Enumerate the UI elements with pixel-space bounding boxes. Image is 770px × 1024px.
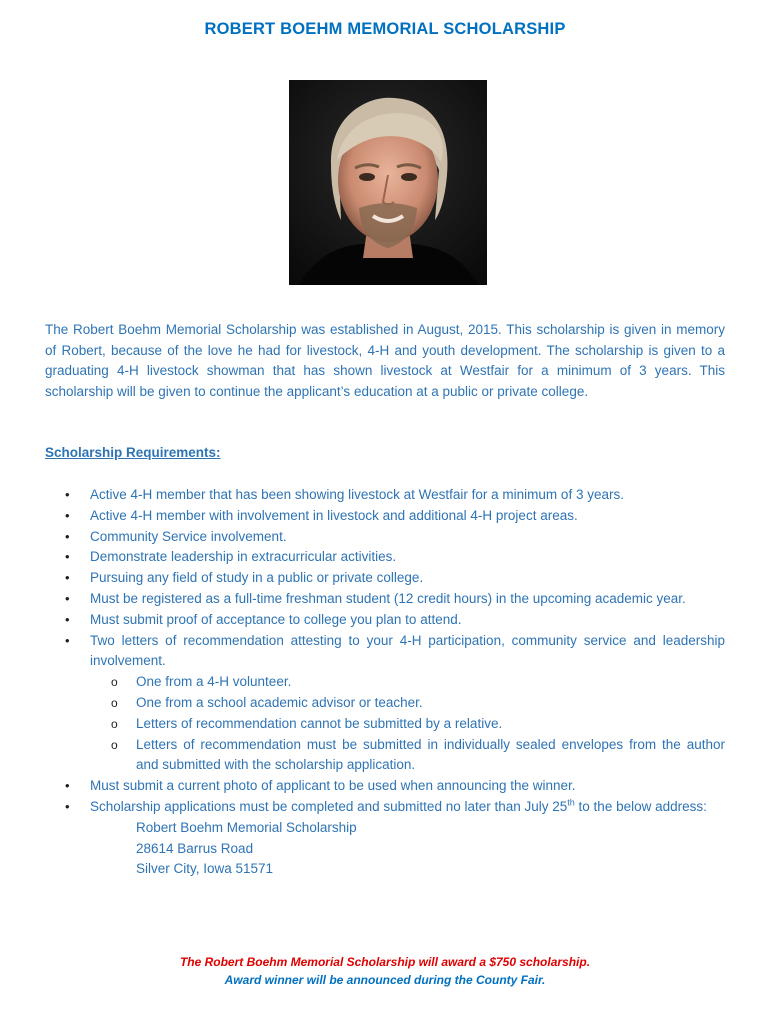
deadline-text: Scholarship applications must be completed and submitted no later than July 25: [90, 798, 568, 814]
award-footer: [0, 953, 770, 989]
page-title: ROBERT BOEHM MEMORIAL SCHOLARSHIP: [204, 20, 566, 38]
list-item-text: Active 4-H member that has been showing livestock at Westfair for a minimum of 3 years.: [90, 487, 624, 502]
intro-paragraph: The Robert Boehm Memorial Scholarship was established in August, 2015. This scholarship is given in memory of Robert, because of the love he had for livestock, 4-H and youth development. The scholarship is given to a graduating 4-H livestock showman that has shown livestock at Westfair for a minimum of 3 years. This scholarship will be given to continue the applicant’s education at a public or private college.: [45, 322, 725, 399]
sub-list-item-text: One from a 4-H volunteer.: [136, 674, 292, 690]
bullet-icon: •: [65, 528, 70, 544]
list-item-text: Two letters of recommendation attesting to your 4-H participation, community service and leadership involvement.: [90, 632, 725, 669]
list-item-text: Pursuing any field of study in a public or private college.: [90, 570, 424, 586]
sub-list-item: [45, 714, 725, 735]
bullet-icon: •: [65, 487, 70, 502]
portrait-icon: [289, 80, 487, 285]
bullet-icon: •: [65, 549, 70, 565]
deadline-superscript: th: [567, 797, 575, 808]
list-item: [45, 631, 725, 673]
sub-list-item: [45, 735, 725, 777]
sub-list-item: [45, 693, 725, 714]
bullet-icon: •: [65, 611, 70, 627]
bullet-icon: •: [65, 778, 70, 794]
list-item-text: Community Service involvement.: [90, 528, 287, 544]
address-line-2: 28614 Barrus Road: [136, 840, 254, 856]
circle-bullet-icon: o: [111, 675, 118, 690]
list-item-text: Demonstrate leadership in extracurricular activities.: [90, 549, 397, 565]
bullet-icon: •: [65, 507, 70, 523]
sub-list-item-text: Letters of recommendation must be submitted in individually sealed envelopes from the author and submitted with the scholarship application.: [136, 736, 725, 773]
portrait-photo: [289, 80, 487, 285]
sub-list-item-text: Letters of recommendation cannot be submitted by a relative.: [136, 715, 503, 731]
bullet-icon: •: [65, 570, 70, 586]
list-item: [45, 568, 725, 589]
list-item: [45, 589, 725, 610]
list-item: [45, 547, 725, 568]
list-item: [45, 485, 725, 506]
list-item-deadline: [45, 797, 725, 818]
list-item: [45, 527, 725, 548]
list-item-text: Must submit proof of acceptance to college you plan to attend.: [90, 611, 462, 627]
requirements-heading: Scholarship Requirements:: [45, 445, 221, 460]
deadline-text-end: to the below address:: [574, 798, 707, 814]
list-item-text: Must submit a current photo of applicant to be used when announcing the winner.: [90, 778, 576, 794]
list-item-text: Active 4-H member with involvement in livestock and additional 4-H project areas.: [90, 507, 578, 523]
award-amount-text: The Robert Boehm Memorial Scholarship will award a $750 scholarship.: [179, 955, 591, 969]
list-item: [45, 776, 725, 797]
list-item: [45, 610, 725, 631]
circle-bullet-icon: o: [111, 716, 118, 731]
requirements-list: [45, 485, 725, 880]
bullet-icon: •: [65, 632, 70, 648]
mailing-address: [45, 818, 725, 880]
award-announcement-text: Award winner will be announced during the County Fair.: [224, 973, 546, 987]
circle-bullet-icon: o: [111, 737, 118, 752]
circle-bullet-icon: o: [111, 695, 118, 710]
bullet-icon: •: [65, 798, 70, 814]
list-item: [45, 506, 725, 527]
address-line-1: Robert Boehm Memorial Scholarship: [136, 819, 357, 835]
sub-list-item-text: One from a school academic advisor or teacher.: [136, 694, 423, 710]
sub-list-item: [45, 672, 725, 693]
list-item-text: Must be registered as a full-time freshman student (12 credit hours) in the upcoming academic year.: [90, 590, 686, 606]
bullet-icon: •: [65, 590, 70, 606]
address-line-3: Silver City, Iowa 51571: [136, 861, 274, 877]
